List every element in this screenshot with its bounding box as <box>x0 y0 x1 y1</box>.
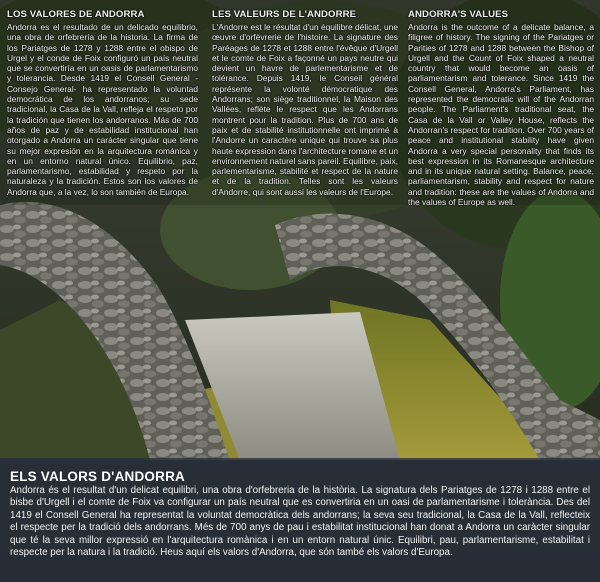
french-body: L'Andorre est le résultat d'un équilibre délicat, une œuvre d'orfèvrerie de l'histoire. La signature des Paréages de 1278 et 1288 entre l'évêque d'Urgell et le comte de Foix a façonné un pays neutre qui devient un havre de parlementarisme et de tolérance. Depuis 1419, le Conseil général représente la volonté démocratique des Andorrans; son siège traditionnel, la Maison des Vallées, reflète le respect que les Andorrans montrent pour la tradition. Plus de 700 ans de paix et de stabilité institutionnelle ont imprimé à l'Andorre un caractère unique qui trouve sa plus haute expression dans l'architecture romane et un environnement naturel sans pareil. Equilibre, paix, parlementarisme, stabilité et respect de la nature et de la tradition. Telles sont les valeurs d'Andorre, qui sont aussi les valeurs de l'Europe. <box>212 22 398 197</box>
spanish-column <box>7 9 198 197</box>
english-body: Andorra is the outcome of a delicate balance, a filigree of history. The signing of the Pariatges or Parities of 1278 and 1288 between the Bishop of Urgell and the Count of Foix shaped a neutral country that would become an oasis of parliamentarism and tolerance. Since 1419 the Consell General, Andorra's Parliament, has represented the democratic will of the Andorran people. The Parliament's traditional seat, the Casa de la Vall or Valley House, reflects the Andorran's respect for tradition. Over 700 years of peace and institutional stability have given Andorra a very special personality that finds its best expression in its Romanesque architecture and in its unique natural setting. Balance, peace, parliamentarism, stability and respect for nature and tradition: these are the values of Andorra and the values of Europe as well. <box>408 22 594 208</box>
spanish-body: Andorra es el resultado de un delicado equilibrio, una obra de orfebrería de la historia. La firma de los Pariatges de 1278 y 1288 entre el obispo de Urgel y el conde de Foix configuró un país neutral que se convertiría en un oasis de parlamentarismo y tolerancia. Desde 1419 el Consell General -Consejo General- ha representado la voluntad democrática de los andorranos; su sede tradicional, la Casa de la Vall, refleja el respeto por la tradición que tienen los andorranos. Más de 700 años de paz y de estabilidad institucional han otorgado a Andorra un carácter singular que tiene su mejor expresión en la arquitectura románica y en un entorno natural único. Equilibrio, paz, parlamentarismo, estabilidad y respeto por la naturaleza y la tradición. Estos son los valores de Andorra que, a la vez, lo son también de Europa. <box>7 22 198 197</box>
catalan-body: Andorra és el resultat d'un delicat equilibri, una obra d'orfebreria de la història. La signatura dels Pariatges de 1278 i 1288 entre el bisbe d'Urgell i el comte de Foix va configurar un país neutral que es convertiria en un oasi de parlamentarisme i tolerància. Des del 1419 el Consell General ha representat la voluntat democràtica dels andorrans; la seva seu tradicional, la Casa de la Vall, reflecteix el respecte per la tradició dels andorrans. Més de 700 anys de pau i estabilitat institucional han donat a Andorra un caràcter singular que té la seva millor expressió en l'arquitectura romànica i en un entorn natural únic. Equilibri, pau, parlamentarisme, estabilitat i respecte per la natura i la tradició. Heus aquí els valors d'Andorra, que són també els valors d'Europa. <box>10 485 590 559</box>
french-column <box>212 9 398 197</box>
french-title: LES VALEURS DE L'ANDORRE <box>212 9 357 20</box>
english-column <box>408 9 594 207</box>
english-title: ANDORRA'S VALUES <box>408 9 509 20</box>
spanish-title: LOS VALORES DE ANDORRA <box>7 9 145 20</box>
catalan-band <box>0 458 600 582</box>
catalan-title: ELS VALORS D'ANDORRA <box>10 469 185 484</box>
